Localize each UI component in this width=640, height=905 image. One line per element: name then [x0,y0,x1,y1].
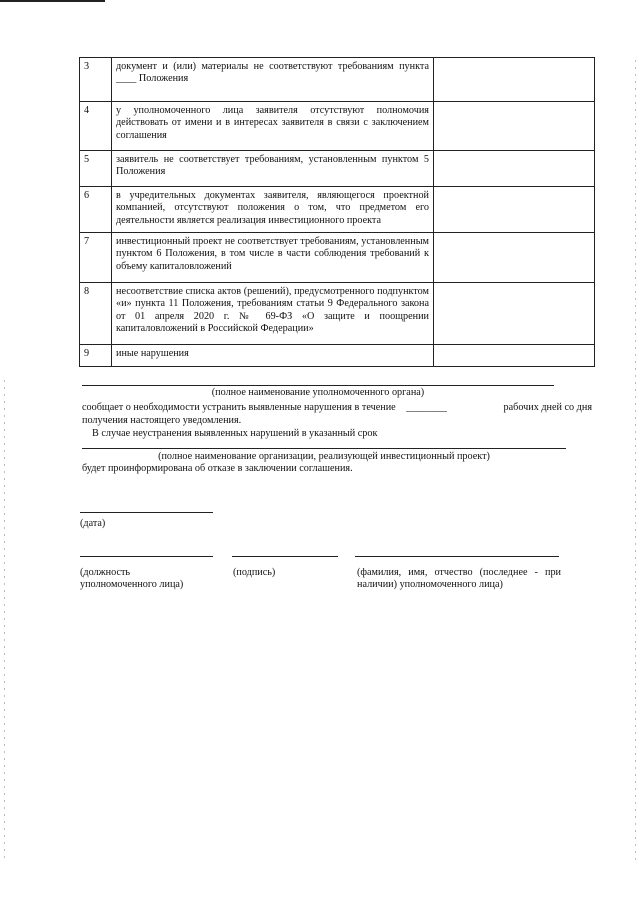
position-caption-line1: (должность [80,567,131,578]
violations-table [79,57,595,367]
row-number: 6 [80,187,112,233]
row-number: 8 [80,283,112,345]
organ-name-caption: (полное наименование уполномоченного органа) [211,387,425,398]
row-blank-cell [434,187,595,233]
table-row [80,102,595,151]
table-row [80,187,595,233]
days-blank: ________ [406,402,447,413]
position-caption [80,567,183,592]
row-text: у уполномоченного лица заявителя отсутствуют полномочия действовать от имени и в интересах заявителя в связи с заключением соглашения [112,102,434,151]
date-label: (дата) [80,518,106,529]
deadline-text-before: сообщает о необходимости устранить выявленные нарушения в течение [82,402,396,413]
refusal-text: будет проинформирована об отказе в заключении соглашения. [82,463,353,474]
table-row [80,233,595,283]
row-number: 5 [80,151,112,187]
fio-caption-line1: (фамилия, имя, отчество (последнее - при [357,567,561,578]
organization-name-line [82,448,566,449]
non-elimination-text: В случае неустранения выявленных нарушений в указанный срок [92,428,378,439]
row-blank-cell [434,58,595,102]
signature-line [232,556,338,557]
row-blank-cell [434,345,595,367]
fio-caption [357,567,561,592]
deadline-sentence [82,402,592,414]
row-number: 9 [80,345,112,367]
row-number: 7 [80,233,112,283]
row-text: иные нарушения [112,345,434,367]
fio-caption-line2: наличии) уполномоченного лица) [357,579,503,591]
row-number: 3 [80,58,112,102]
receipt-text: получения настоящего уведомления. [82,415,242,426]
signature-caption: (подпись) [233,567,276,578]
row-text: в учредительных документах заявителя, являющегося проектной компанией, отсутствуют положения о том, что предметом его деятельности является реализация инвестиционного проекта [112,187,434,233]
position-line [80,556,213,557]
row-blank-cell [434,233,595,283]
scan-edge-mark [0,0,105,2]
scan-left-edge [4,380,5,860]
row-text: несоответствие списка актов (решений), предусмотренного подпунктом «и» пункта 11 Положения, требованиям статьи 9 Федерального закона от 01 апреля 2020 г. № 69-ФЗ «О защите и поощрении капиталовложений в Российской Федерации» [112,283,434,345]
position-caption-line2: уполномоченного лица) [80,579,184,591]
row-number: 4 [80,102,112,151]
scan-right-edge [635,60,636,860]
date-line [80,512,213,513]
row-text: заявитель не соответствует требованиям, установленным пунктом 5 Положения [112,151,434,187]
row-text: документ и (или) материалы не соответствуют требованиям пункта ____ Положения [112,58,434,102]
row-blank-cell [434,283,595,345]
fio-line [355,556,559,557]
table-row [80,283,595,345]
table-row [80,345,595,367]
table-row [80,151,595,187]
row-blank-cell [434,151,595,187]
organization-name-caption: (полное наименование организации, реализующей инвестиционный проект) [158,451,490,462]
table-row [80,58,595,102]
organ-name-line [82,385,554,386]
row-blank-cell [434,102,595,151]
row-text: инвестиционный проект не соответствует требованиям, установленным пунктом 6 Положения, в том числе в части соблюдения требований к объему капиталовложений [112,233,434,283]
deadline-text-after: рабочих дней со дня [503,402,592,413]
